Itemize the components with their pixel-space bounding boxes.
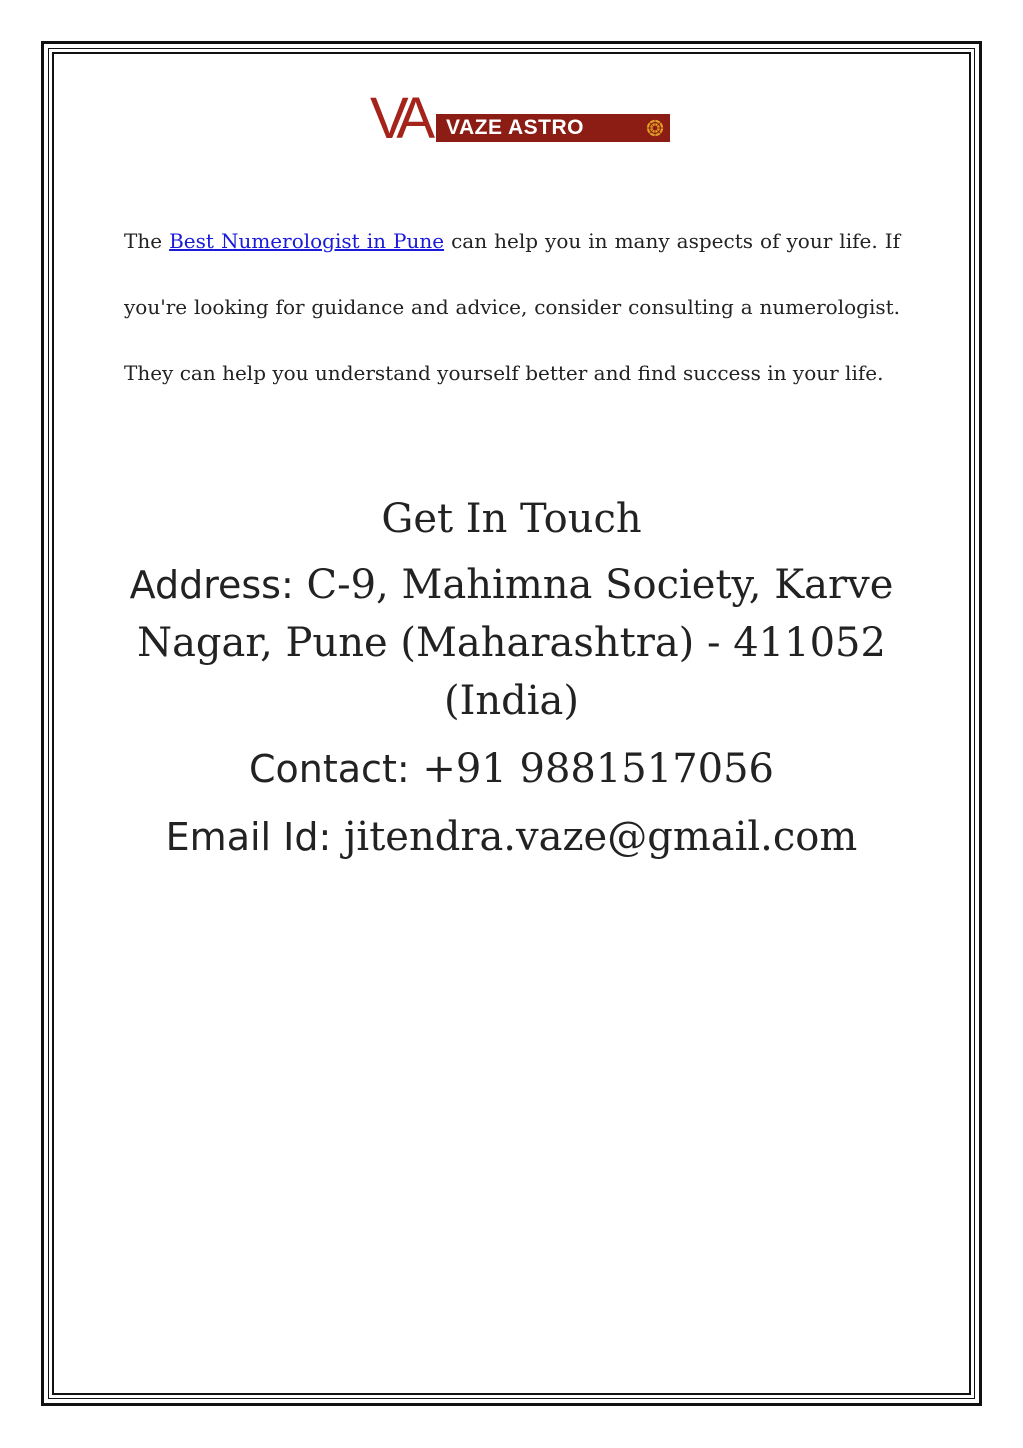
- intro-paragraph: [124, 208, 900, 406]
- intro-prefix: The: [124, 229, 163, 253]
- email-label: Email Id:: [165, 815, 332, 859]
- email-row: [110, 808, 913, 866]
- phone-label: Contact:: [249, 747, 410, 791]
- logo-banner: [436, 114, 670, 142]
- address-label: Address:: [129, 563, 294, 607]
- best-numerologist-link[interactable]: Best Numerologist in Pune: [169, 229, 445, 253]
- address-row: [110, 556, 913, 730]
- logo-monogram: VA: [370, 86, 428, 151]
- intro-body: can help you in many aspects of your life. If you're looking for guidance and advice, consider consulting a numerologist. They can help you understand yourself better and find success in your life.: [124, 229, 901, 385]
- vaze-astro-logo: [370, 86, 670, 151]
- contact-heading: Get In Touch: [381, 496, 642, 542]
- email-value: jitendra.vaze@gmail.com: [344, 814, 858, 860]
- phone-value: +91 9881517056: [422, 746, 774, 792]
- address-value: C-9, Mahimna Society, Karve Nagar, Pune (Maharashtra) - 411052 (India): [137, 562, 894, 724]
- contact-block: [110, 490, 913, 866]
- phone-row: [110, 740, 913, 798]
- logo-brand-text: VAZE ASTRO: [446, 116, 585, 139]
- sun-wheel-icon: [646, 119, 664, 137]
